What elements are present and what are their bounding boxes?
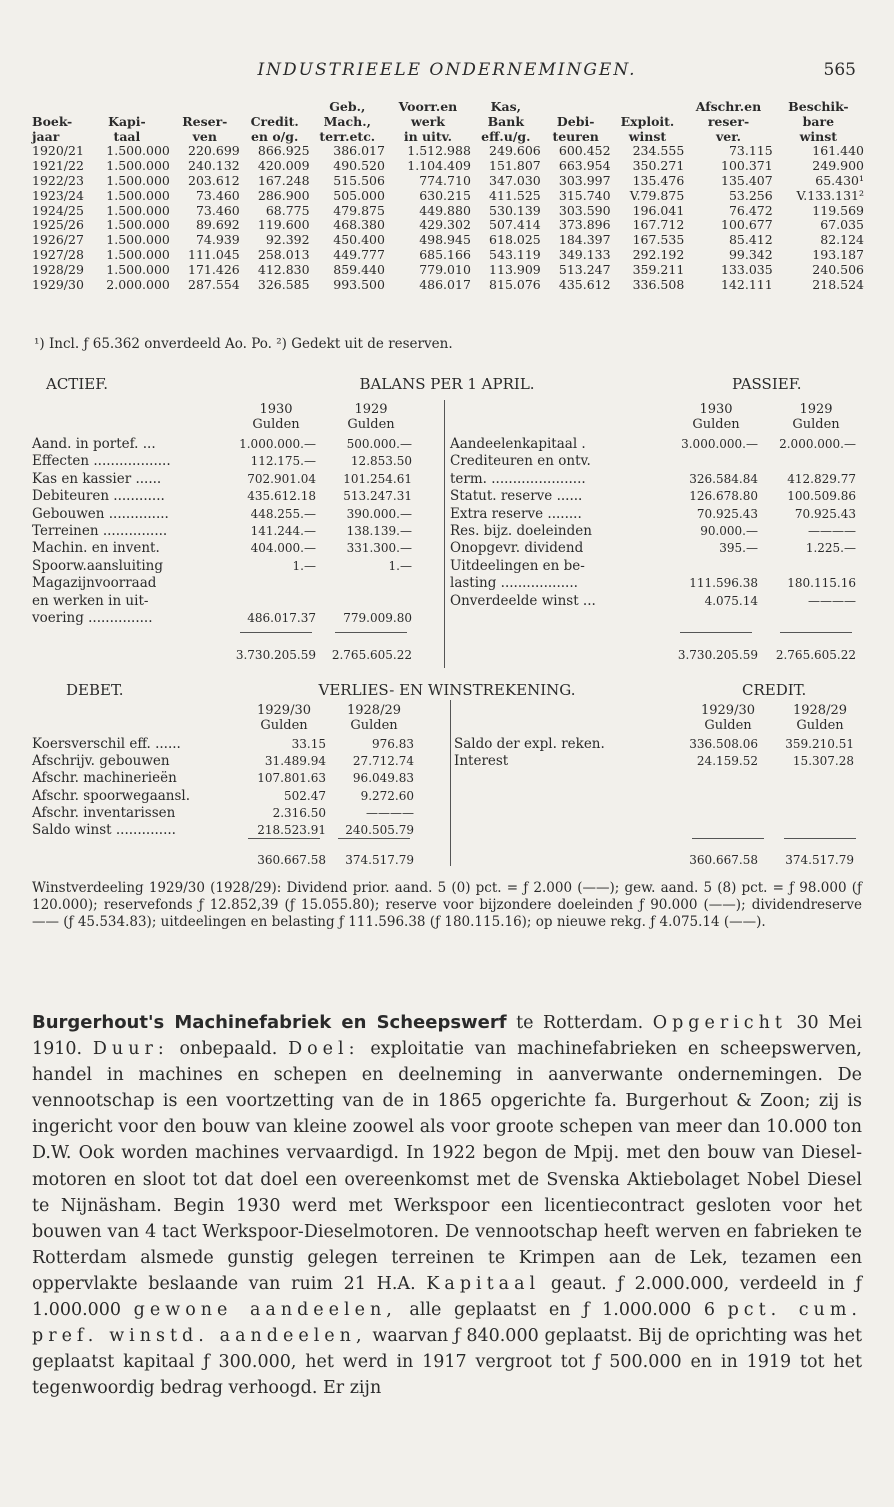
account-value: 395.— (719, 541, 758, 556)
table-cell: 663.954 (558, 158, 611, 174)
table-cell: 287.554 (188, 276, 240, 292)
table-cell: 167.712 (632, 217, 685, 233)
text-run: onbepaald. (168, 1039, 289, 1060)
account-label: Terreinen ............... (32, 523, 168, 539)
account-value: ———— (808, 524, 856, 538)
table-cell: 234.555 (632, 143, 685, 159)
column-header: winst (799, 128, 838, 144)
column-header (541, 100, 611, 115)
table-cell: 85.412 (728, 232, 773, 248)
account-value: 100.509.86 (787, 489, 856, 504)
account-label: Afschr. spoorwegaansl. (32, 787, 191, 804)
sum-rule (780, 632, 852, 633)
spaced-term: Opgericht (652, 1013, 787, 1033)
account-value: 412.829.77 (787, 471, 856, 486)
table-row (32, 204, 864, 219)
total-value: 3.730.205.59 (677, 648, 758, 662)
table-footnote: ¹) Incl. ƒ 65.362 onverdeeld Ao. Po. ²) Gedekt uit de reserven. (34, 336, 453, 352)
account-value: 1.— (292, 558, 316, 573)
table-cell: 240.132 (188, 158, 240, 174)
table-cell: 135.407 (721, 172, 773, 188)
table-cell: 420.009 (257, 158, 310, 174)
text-run: 30 Mei 1910. (32, 1013, 863, 1060)
account-value: 435.612.18 (247, 489, 316, 504)
table-cell: 184.397 (558, 232, 611, 248)
sum-rule (248, 838, 320, 839)
table-cell: 359.211 (632, 261, 685, 277)
table-cell: 76.472 (728, 202, 773, 218)
table-cell: 1929/30 (32, 276, 84, 292)
table-row (32, 248, 864, 263)
account-label: Spoorw.aansluiting (32, 557, 163, 574)
table-cell: 859.440 (333, 261, 385, 277)
spaced-term: pct. cum. pref. winstd. aandeelen, (32, 1300, 862, 1347)
column-header: ven (192, 128, 217, 144)
account-label: Effecten .................. (32, 453, 171, 470)
col-year: 1929 (799, 402, 833, 417)
table-cell: V.79.875 (629, 187, 685, 203)
table-cell: 218.524 (812, 276, 864, 292)
text-run: alle geplaatst en ƒ 1.000.000 6 (396, 1300, 728, 1321)
total-value: 2.765.605.22 (775, 648, 856, 662)
col-unit: Gulden (792, 417, 840, 432)
table-cell: 411.525 (489, 187, 541, 203)
account-label: Extra reserve ........ (450, 505, 582, 522)
column-header: Reser- (182, 113, 228, 129)
column-header: Kapi- (108, 113, 146, 129)
column-header (240, 100, 310, 115)
table-cell: 315.740 (558, 187, 611, 203)
table-cell: 203.612 (188, 172, 240, 188)
table-cell: 89.692 (195, 217, 240, 233)
spaced-term: Doel: (288, 1039, 360, 1060)
table-cell: 1.500.000 (106, 187, 170, 203)
total-value: 374.517.79 (345, 853, 414, 867)
text-run: te Rotterdam. (506, 1013, 653, 1033)
page-header-title: INDUSTRIEELE ONDERNEMINGEN. (257, 60, 637, 80)
table-cell: 111.045 (188, 246, 240, 262)
account-label: Gebouwen .............. (32, 505, 169, 522)
table-cell: 1927/28 (32, 246, 84, 262)
account-value: 90.000.— (700, 524, 758, 538)
account-value: 138.139.— (346, 524, 412, 538)
column-header: Boek- (32, 113, 73, 129)
account-value: 513.247.31 (343, 489, 412, 504)
account-value: 141.244.— (250, 524, 316, 538)
table-cell: 630.215 (419, 187, 471, 203)
table-cell: 513.247 (558, 261, 611, 277)
table-cell: 258.013 (257, 246, 310, 262)
pl-title: VERLIES- EN WINSTREKENING. (318, 681, 576, 699)
total-value: 374.517.79 (785, 853, 854, 867)
table-cell: 386.017 (333, 143, 385, 159)
passief-heading: PASSIEF. (732, 375, 802, 393)
table-cell: 1.500.000 (106, 261, 170, 277)
actief-heading: ACTIEF. (46, 375, 109, 393)
table-header-row (32, 115, 864, 130)
table-cell: 490.520 (333, 158, 385, 174)
table-cell: V.133.131² (796, 187, 864, 203)
table-cell: 347.030 (489, 172, 541, 188)
account-value: 1.225.— (805, 541, 856, 556)
table-cell: 142.111 (721, 276, 773, 292)
account-label: Res. bijz. doeleinden (450, 523, 592, 539)
table-cell: 498.945 (419, 232, 471, 248)
table-cell: 100.677 (721, 217, 773, 233)
table-cell: 993.500 (333, 276, 385, 292)
table-cell: 1928/29 (32, 261, 84, 277)
account-label: Aand. in portef. ... (32, 436, 156, 452)
account-label: Aandeelenkapitaal . (450, 436, 586, 452)
table-cell: 249.606 (489, 143, 541, 159)
account-value: 101.254.61 (343, 471, 412, 486)
table-cell: 1.500.000 (106, 217, 170, 233)
account-label: Debiteuren ............ (32, 488, 165, 505)
table-cell: 1.500.000 (106, 246, 170, 262)
account-label: Statut. reserve ...... (450, 488, 583, 505)
account-label: Crediteuren en ontv. (450, 453, 591, 470)
table-cell: 600.452 (558, 143, 611, 159)
table-cell: 349.133 (558, 246, 611, 262)
account-value: 31.489.94 (264, 754, 326, 769)
column-header: terr.etc. (319, 128, 376, 144)
table-cell: 449.777 (333, 246, 385, 262)
debet-heading: DEBET. (66, 681, 124, 699)
account-value: 112.175.— (250, 454, 316, 469)
col-unit: Gulden (252, 417, 300, 432)
table-cell: 1926/27 (32, 232, 84, 248)
table-cell: 1920/21 (32, 143, 84, 159)
column-header: Exploit. (620, 113, 675, 129)
column-header: ver. (715, 128, 741, 144)
account-label: Koersverschil eff. ...... (32, 736, 181, 752)
text-run: geaut. ƒ 2.000.000, verdeeld in ƒ 1.000.000 (32, 1273, 862, 1321)
column-header: teuren (552, 128, 599, 144)
account-value: 404.000.— (250, 541, 316, 556)
account-value: 180.115.16 (787, 576, 856, 591)
table-cell: 412.830 (257, 261, 310, 277)
company-name: Burgerhout's Machinefabriek en Scheepswerf (32, 1012, 507, 1033)
table-cell: 151.807 (489, 158, 541, 174)
account-value: 24.159.52 (696, 754, 758, 769)
credit-heading: CREDIT. (742, 681, 807, 699)
table-cell: 249.900 (812, 158, 864, 174)
table-cell: 161.440 (812, 143, 864, 159)
column-header: bare (802, 113, 835, 129)
table-cell: 336.508 (632, 276, 685, 292)
col-unit: Gulden (350, 718, 398, 733)
col-year: 1928/29 (346, 703, 401, 718)
table-cell: 196.041 (632, 202, 685, 218)
account-label: Magazijnvoorraad (32, 575, 157, 592)
account-label: Afschr. inventarissen (32, 804, 176, 821)
account-value: 502.47 (284, 788, 326, 803)
total-value: 2.765.605.22 (331, 648, 412, 662)
center-rule (444, 400, 445, 668)
column-header (84, 100, 170, 115)
account-value: 9.272.60 (360, 788, 414, 803)
text-run: exploitatie van machinefabrieken en scheepswerven, handel in machines en schepen en deelneming in aanverwante ondernemingen. De vennootschap is een voortzetting van de in 1865 opgerichte fa. Burgerhout & Zoon; zij is ingericht voor den bouw van kleine zoowel als voor groote schepen van meer dan 10.000 ton D.W. Ook worden machines vervaardigd. In 1922 begon de Mpij. met den bouw van Diesel-motoren en sloot tot dat doel een overeenkomst met de Svenska Aktiebolaget Nobel Diesel te Nijnäsham. Begin 1930 werd met Werkspoor een licentiecontract gesloten voor het bouwen van 4 tact Werkspoor-Dieselmotoren. De vennootschap heeft werven en fabrieken te Rotterdam alsmede gunstig gelegen terreinen te Krimpen aan de Lek, tezamen een oppervlakte beslaande van ruim 21 H.A. (32, 1039, 862, 1294)
table-cell: 1.500.000 (106, 158, 170, 174)
table-row (32, 159, 864, 174)
sum-rule (680, 632, 752, 633)
col-unit: Gulden (347, 417, 395, 432)
table-cell: 429.302 (419, 217, 471, 233)
table-cell: 53.256 (728, 187, 773, 203)
column-header: Afschr.en (695, 99, 762, 114)
account-value: 976.83 (372, 737, 414, 751)
table-cell: 74.939 (195, 232, 240, 248)
col-unit: Gulden (704, 718, 752, 733)
column-header: Credit. (250, 113, 299, 129)
table-cell: 774.710 (419, 172, 471, 188)
table-cell: 530.139 (489, 202, 541, 218)
table-cell: 119.569 (812, 202, 864, 218)
table-header-row (32, 130, 864, 145)
table-cell: 618.025 (489, 232, 541, 248)
balance-title: BALANS PER 1 APRIL. (359, 375, 535, 393)
table-row (32, 174, 864, 189)
table-cell: 286.900 (257, 187, 310, 203)
table-row (32, 263, 864, 278)
col-year: 1929/30 (700, 703, 755, 718)
account-value: 4.075.14 (704, 593, 758, 608)
table-cell: 505.000 (333, 187, 385, 203)
company-description (32, 1010, 862, 1401)
col-year: 1929 (354, 402, 388, 417)
table-cell: 171.426 (188, 261, 240, 277)
account-label: Onopgevr. dividend (450, 540, 584, 557)
account-value: 336.508.06 (689, 737, 758, 751)
table-cell: 1.512.988 (407, 143, 471, 159)
column-header: Geb., (329, 99, 366, 114)
table-cell: 220.699 (188, 143, 240, 159)
account-value: 3.000.000.— (681, 437, 758, 451)
col-year: 1930 (699, 402, 733, 417)
table-cell: 2.000.000 (106, 276, 170, 292)
table-cell: 685.166 (419, 246, 471, 262)
sum-rule (784, 838, 856, 839)
col-year: 1929/30 (256, 703, 311, 718)
col-unit: Gulden (260, 718, 308, 733)
center-rule (450, 700, 451, 866)
table-cell: 543.119 (489, 246, 541, 262)
table-cell: 1921/22 (32, 158, 84, 174)
table-cell: 435.612 (558, 276, 611, 292)
table-cell: 67.035 (820, 217, 864, 233)
column-header: Kas, (490, 99, 521, 114)
account-value: 70.925.43 (696, 506, 758, 521)
table-row (32, 233, 864, 248)
account-value: 500.000.— (346, 437, 412, 451)
table-cell: 119.600 (257, 217, 310, 233)
table-header-row (32, 100, 864, 115)
account-value: 27.712.74 (352, 754, 414, 769)
table-cell: 866.925 (257, 143, 310, 159)
account-label: lasting .................. (450, 575, 578, 592)
account-label: Kas en kassier ...... (32, 470, 162, 487)
table-cell: 100.371 (721, 158, 773, 174)
account-value: 111.596.38 (689, 576, 758, 591)
table-cell: 815.076 (489, 276, 541, 292)
account-value: 12.853.50 (350, 454, 412, 469)
account-label: Uitdeelingen en be- (450, 557, 585, 574)
table-row (32, 218, 864, 233)
table-cell: 303.997 (558, 172, 611, 188)
table-cell: 193.187 (812, 246, 864, 262)
account-value: 96.049.83 (352, 771, 414, 786)
total-value: 360.667.58 (689, 853, 758, 867)
column-header: in uitv. (403, 128, 453, 144)
spaced-term: Kapitaal (426, 1273, 541, 1294)
account-value: 779.009.80 (343, 611, 412, 625)
account-label: Afschrijv. gebouwen (32, 753, 170, 770)
column-header (170, 100, 240, 115)
column-header: taal (113, 128, 141, 144)
table-cell: 92.392 (265, 232, 310, 248)
column-header: Beschik- (788, 99, 849, 114)
column-header (32, 100, 84, 115)
spaced-term: gewone aandeelen, (133, 1300, 397, 1321)
table-cell: 1.500.000 (106, 202, 170, 218)
column-header (611, 100, 685, 115)
table-cell: 1.500.000 (106, 172, 170, 188)
table-cell: 515.506 (333, 172, 385, 188)
table-cell: 1925/26 (32, 217, 84, 233)
table-cell: 779.010 (419, 261, 471, 277)
account-value: 33.15 (291, 737, 326, 751)
column-header: Mach., (323, 113, 371, 129)
table-row (32, 189, 864, 204)
table-cell: 82.124 (820, 232, 864, 248)
column-header: reser- (707, 113, 750, 129)
account-label: Afschr. machinerieën (32, 770, 177, 787)
account-value: 70.925.43 (794, 506, 856, 521)
table-cell: 240.506 (812, 261, 864, 277)
table-cell: 167.535 (632, 232, 685, 248)
profit-distribution-note: Winstverdeeling 1929/30 (1928/29): Dividend prior. aand. 5 (0) pct. = ƒ 2.000 (——); gew. aand. 5 (8) pct. = ƒ 98.000 (ƒ 120.000); reservefonds ƒ 12.852,39 (ƒ 15.055.80); reserve voor bijzondere doeleinden ƒ 90.000 (——); dividendreserve —— (ƒ 45.534.83); uitdeelingen en belasting ƒ 111.596.38 (ƒ 180.115.16); op nieuwe rekg. ƒ 4.075.14 (——). (32, 880, 862, 930)
table-cell: 350.271 (632, 158, 685, 174)
account-value: 2.316.50 (272, 805, 326, 820)
table-cell: 479.875 (333, 202, 385, 218)
account-value: 107.801.63 (257, 771, 326, 786)
account-label: Saldo winst .............. (32, 822, 176, 838)
account-value: 1.000.000.— (239, 437, 316, 451)
account-label: Interest (454, 753, 509, 770)
table-row (32, 278, 864, 293)
account-label: Onverdeelde winst ... (450, 592, 596, 609)
total-value: 3.730.205.59 (235, 648, 316, 662)
table-cell: 450.400 (333, 232, 385, 248)
account-value: 2.000.000.— (779, 437, 856, 451)
table-cell: 449.880 (419, 202, 471, 218)
column-header: eff.u/g. (481, 128, 531, 144)
spaced-term: Duur: (92, 1039, 169, 1060)
account-value: 359.210.51 (785, 737, 854, 751)
column-header: en o/g. (250, 128, 299, 144)
column-header: jaar (32, 128, 60, 144)
table-cell: 73.460 (195, 187, 240, 203)
table-cell: 1922/23 (32, 172, 84, 188)
col-unit: Gulden (692, 417, 740, 432)
table-cell: 73.460 (195, 202, 240, 218)
sum-rule (335, 632, 407, 633)
column-header: winst (628, 128, 667, 144)
account-value: 331.300.— (346, 541, 412, 556)
table-cell: 1924/25 (32, 202, 84, 218)
table-cell: 167.248 (257, 172, 310, 188)
table-cell: 135.476 (632, 172, 685, 188)
account-value: ———— (366, 805, 414, 820)
table-cell: 1.104.409 (407, 158, 471, 174)
table-cell: 133.035 (721, 261, 773, 277)
table-cell: 65.430¹ (815, 172, 864, 188)
table-cell: 303.590 (558, 202, 611, 218)
total-value: 360.667.58 (257, 853, 326, 867)
table-cell: 326.585 (257, 276, 310, 292)
table-cell: 507.414 (489, 217, 541, 233)
text-run: waarvan ƒ 840.000 geplaatst. Bij de oprichting was het geplaatst kapitaal ƒ 300.000, het werd in 1917 vergroot tot ƒ 500.000 en in 1919 tot het tegenwoordig bedrag verhoogd. Er zijn (32, 1326, 862, 1399)
account-value: 448.255.— (250, 506, 316, 521)
column-header: Voorr.en (398, 99, 458, 114)
table-cell: 1.500.000 (106, 232, 170, 248)
account-value: 240.505.79 (345, 823, 414, 837)
account-value: 326.584.84 (689, 471, 758, 486)
table-cell: 99.342 (728, 246, 773, 262)
col-year: 1930 (259, 402, 293, 417)
table-cell: 1923/24 (32, 187, 84, 203)
col-unit: Gulden (796, 718, 844, 733)
table-cell: 113.909 (489, 261, 541, 277)
financial-history-table (32, 100, 864, 292)
sum-rule (338, 838, 410, 839)
account-label: voering ............... (32, 610, 153, 626)
table-row (32, 144, 864, 159)
column-header: Bank (487, 113, 525, 129)
account-value: 390.000.— (346, 506, 412, 521)
account-value: 702.901.04 (247, 471, 316, 486)
page-number: 565 (823, 60, 856, 80)
account-value: 1.— (388, 558, 412, 573)
account-value: ———— (808, 593, 856, 608)
table-cell: 468.380 (333, 217, 385, 233)
col-year: 1928/29 (792, 703, 847, 718)
account-value: 218.523.91 (257, 823, 326, 837)
column-header: Debi- (556, 113, 595, 129)
account-value: 486.017.37 (247, 611, 316, 625)
account-value: 126.678.80 (689, 489, 758, 504)
sum-rule (692, 838, 764, 839)
account-label: Saldo der expl. reken. (454, 736, 605, 752)
column-header: werk (410, 113, 445, 129)
account-value: 15.307.28 (792, 754, 854, 769)
table-cell: 373.896 (558, 217, 611, 233)
table-cell: 73.115 (728, 143, 773, 159)
sum-rule (240, 632, 312, 633)
table-cell: 486.017 (419, 276, 471, 292)
account-label: term. ...................... (450, 470, 586, 487)
table-cell: 292.192 (632, 246, 685, 262)
table-cell: 68.775 (265, 202, 310, 218)
account-label: en werken in uit- (32, 592, 149, 609)
account-label: Machin. en invent. (32, 540, 160, 557)
table-cell: 1.500.000 (106, 143, 170, 159)
